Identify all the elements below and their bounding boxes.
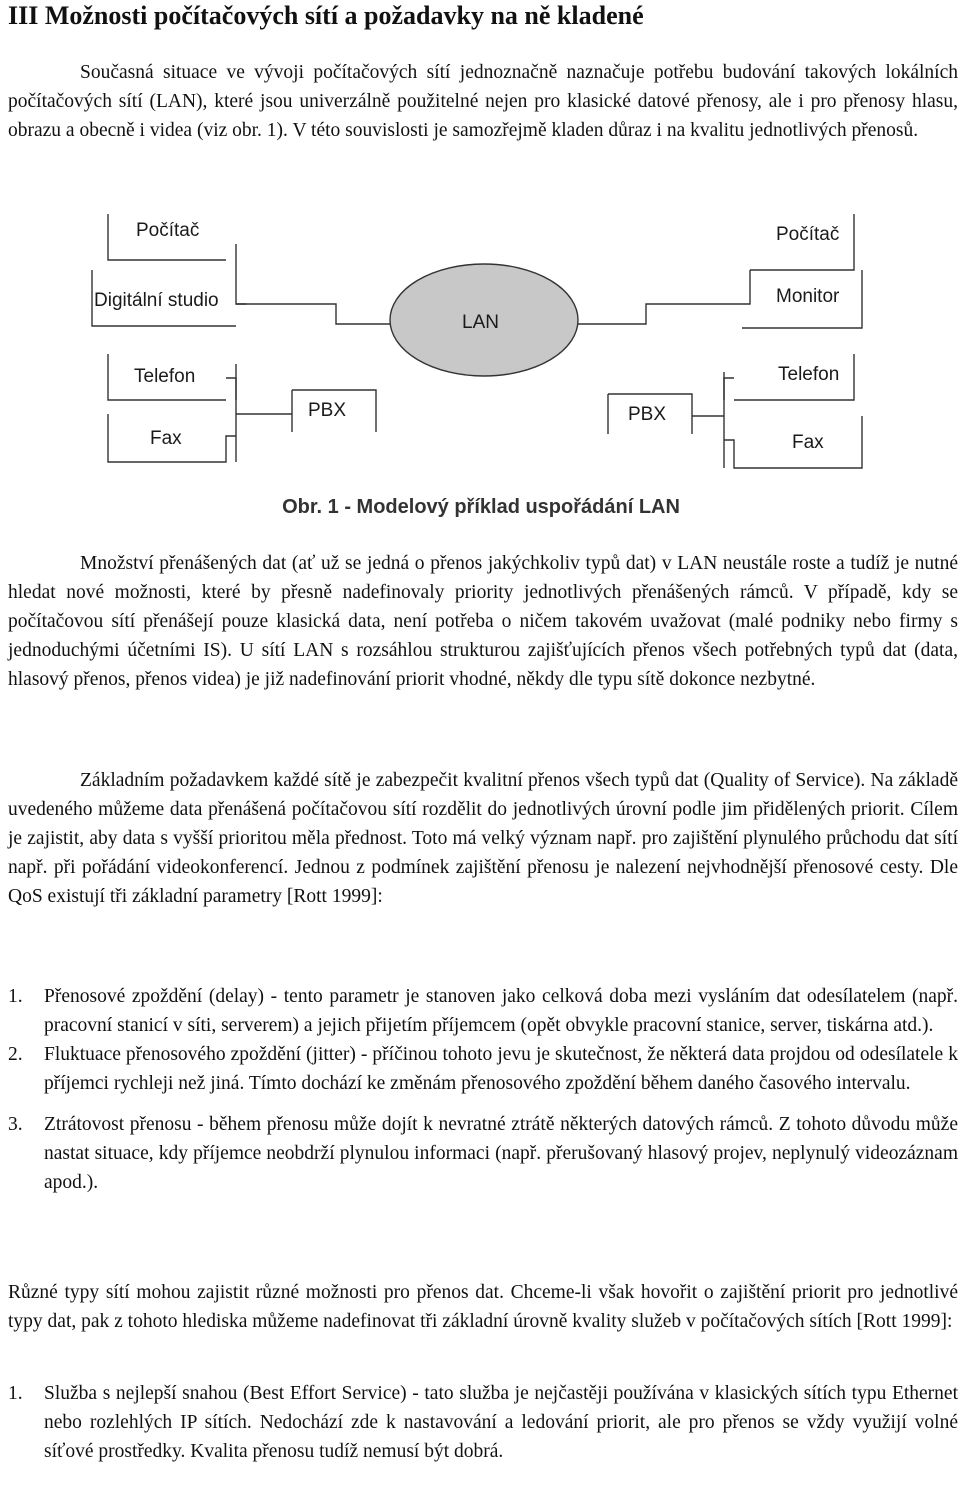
list-item (8, 1379, 958, 1466)
left-trunk-top (236, 244, 246, 304)
intro-paragraph: Současná situace ve vývoji počítačových sítí jednoznačně naznačuje potřebu budování takových lokálních počítačových sítí (LAN), které jsou univerzálně použitelné nejen pro klasické datové přenosy, ale i pro přenosy hlasu, obrazu a obecně i videa (viz obr. 1). V této souvislosti je samozřejmě kladen důraz i na kvalitu jednotlivých přenosů. (8, 62, 958, 141)
left-phone-label: Telefon (134, 366, 196, 387)
right-monitor-label: Monitor (776, 286, 840, 307)
lan-diagram (86, 204, 876, 530)
lan-label: LAN (462, 312, 499, 333)
list-number: 3. (8, 1114, 23, 1135)
left-fax-label: Fax (150, 428, 182, 449)
right-to-lan (578, 304, 726, 324)
list-item (8, 982, 958, 1040)
right-trunk-top (726, 270, 750, 304)
figure-caption: Obr. 1 - Modelový příklad uspořádání LAN (282, 496, 680, 518)
list-text: Fluktuace přenosového zpoždění (jitter) - příčinou tohoto jevu je skutečnost, že některá data projdou od odesílatele k příjemci rychleji než jiná. Tímto dochází ke změnám přenosového zpoždění během daného časového intervalu. (44, 1044, 958, 1094)
right-fax-label: Fax (792, 432, 824, 453)
list-text: Ztrátovost přenosu - během přenosu může dojít k nevratné ztrátě některých datových rámců. Z tohoto důvodu může nastat situace, kdy příjemce neobdrží plynulou informaci (např. přerušovaný hlasový projev, neplynulý videozáznam apod.). (44, 1114, 958, 1193)
left-computer-label: Počítač (136, 220, 200, 241)
right-phone-label: Telefon (778, 364, 840, 385)
right-pbx-label: PBX (628, 404, 667, 425)
left-studio-label: Digitální studio (94, 290, 219, 311)
paragraph-qos: Základním požadavkem každé sítě je zabezpečit kvalitní přenos všech typů dat (Quality of Service). Na základě uvedeného můžeme data přenášená počítačovou sítí rozdělit do jednotlivých úrovní podle jim přidělených priorit. Cílem je zajistit, aby data s vyšší prioritou měla přednost. Toto má velký význam např. pro zajištění plynulého průchodu dat sítí např. při pořádání videokonferencí. Jednou z podmínek zajištění přenosu je nalezení nejvhodnější přenosové cesty. Dle QoS existují tři základní parametry [Rott 1999]: (8, 770, 958, 907)
list-item (8, 1040, 958, 1098)
paragraph-data-growth: Množství přenášených dat (ať už se jedná o přenos jakýchkoliv typů dat) v LAN neustále roste a tudíž je nutné hledat nové možnosti, které by přesně nadefinovaly priority jednotlivých přenášených rámců. V případě, kdy se počítačovou sítí přenášejí pouze klasická data, není potřeba o ničem takovém uvažovat (malé podniky nebo firmy s jednoduchými účetními IS). U sítí LAN s rozsáhlou strukturou zajišťujících přenos všech potřebných typů dat (data, hlasový přenos, přenos videa) je již nadefinování priorit vhodné, někdy dle typu sítě dokonce nezbytné. (8, 553, 958, 690)
list-item (8, 1110, 958, 1197)
diagram-lines (86, 204, 876, 494)
left-pbx-label: PBX (308, 400, 347, 421)
list-text: Přenosové zpoždění (delay) - tento parametr je stanoven jako celková doba mezi vysláním dat odesílatelem (např. pracovní stanicí v síti, serverem) a jejich přijetím příjemcem (opět obvykle pracovní stanice, server, tiskárna atd.). (44, 986, 958, 1036)
list-text: Služba s nejlepší snahou (Best Effort Service) - tato služba je nejčastěji používána v klasických sítích typu Ethernet nebo rozlehlých IP sítích. Nedochází zde k nastavování a ledování priorit, ale pro přenos se vždy využijí volné síťové prostředky. Kvalita přenosu tudíž nemusí být dobrá. (44, 1383, 958, 1462)
qos-parameters-list (8, 982, 958, 1197)
right-computer-label: Počítač (776, 224, 840, 245)
paragraph-service-levels: Různé typy sítí mohou zajistit různé možnosti pro přenos dat. Chceme-li však hovořit o zajištění priorit pro jednotlivé typy dat, pak z tohoto hlediska můžeme nadefinovat tři základní úrovně kvality služeb v počítačových sítích [Rott 1999]: (8, 1282, 958, 1332)
list-number: 1. (8, 986, 23, 1007)
section-heading: III Možnosti počítačových sítí a požadavky na ně kladené (8, 1, 644, 30)
service-levels-list (8, 1379, 958, 1466)
list-number: 1. (8, 1383, 23, 1404)
list-number: 2. (8, 1044, 23, 1065)
left-to-lan (236, 304, 390, 324)
